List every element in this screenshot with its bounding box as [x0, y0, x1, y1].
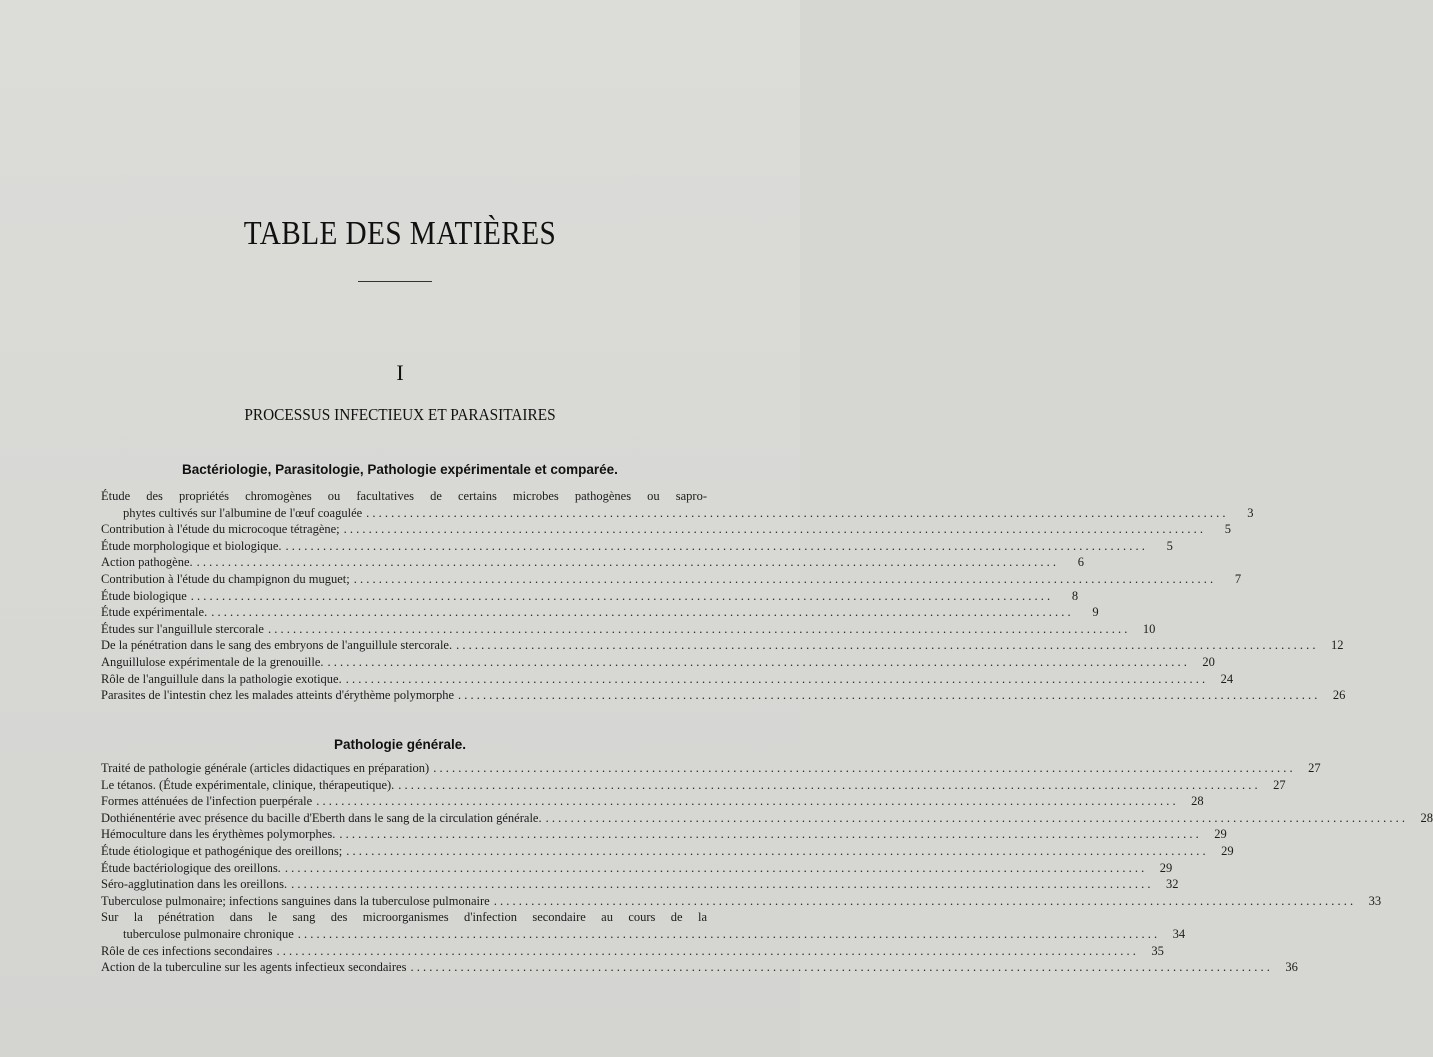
dot-leader	[328, 654, 1187, 671]
dot-leader	[458, 687, 1317, 704]
toc-entry-text: Hémoculture dans les érythèmes polymorphes.	[101, 827, 336, 842]
toc-entry-page: 5	[1224, 522, 1232, 537]
toc-entry-page: 29	[1221, 843, 1234, 858]
toc-entry-text-line2: phytes cultivés sur l'albumine de l'œuf coagulée	[123, 505, 363, 520]
toc-entry-text: Étude morphologique et biologique.	[101, 538, 282, 553]
toc-entry	[101, 654, 1215, 671]
toc-entry-page: 36	[1285, 960, 1298, 975]
dot-leader	[291, 876, 1150, 893]
toc-entry	[101, 893, 1382, 910]
dot-leader	[410, 959, 1269, 976]
toc-entry-text: Étude étiologique et pathogénique des oreillons;	[101, 843, 343, 858]
toc-entry-page: 27	[1273, 777, 1286, 792]
toc-entry	[101, 637, 1344, 654]
toc-entry-page: 7	[1234, 571, 1242, 586]
dot-leader	[366, 505, 1225, 522]
toc-entry-page: 33	[1368, 893, 1382, 908]
toc-entry-page: 32	[1165, 877, 1179, 892]
toc-entry	[101, 793, 1204, 810]
toc-entry-page: 3	[1247, 505, 1254, 520]
toc-entry-text: Tuberculose pulmonaire; infections sanguines dans la tuberculose pulmonaire	[101, 893, 490, 908]
toc-entry-page: 29	[1214, 827, 1227, 842]
toc-entry-text: Le tétanos. (Étude expérimentale, clinique, thérapeutique).	[101, 777, 395, 792]
toc-entry	[101, 777, 1286, 794]
toc-entry-text: Étude bactériologique des oreillons.	[101, 860, 281, 875]
toc-entry-page: 5	[1166, 538, 1173, 553]
toc-entry-text-line2: tuberculose pulmonaire chronique	[123, 926, 294, 941]
toc-entry	[101, 826, 1227, 843]
toc-entry-text: Formes atténuées de l'infection puerpérale	[101, 794, 313, 809]
toc-entry-page: 28	[1420, 810, 1433, 825]
section-heading-bacteriologie: Bactériologie, Parasitologie, Pathologie expérimentale et comparée.	[182, 462, 618, 477]
toc-entry-continuation	[101, 505, 1254, 522]
dot-leader	[268, 621, 1127, 638]
toc-entry-text-line1: Sur la pénétration dans le sang des microorganismes d'infection secondaire au cours de la	[101, 910, 707, 925]
dot-leader	[339, 826, 1198, 843]
toc-entry-text: Étude biologique	[101, 588, 187, 603]
toc-entry	[101, 671, 1234, 688]
toc-entry-page: 8	[1071, 588, 1079, 603]
toc-entry-page: 34	[1172, 926, 1186, 941]
toc-entry-page: 28	[1191, 794, 1204, 809]
dot-leader	[298, 926, 1157, 943]
dot-leader	[286, 538, 1145, 555]
page-title: TABLE DES MATIÈRES	[243, 215, 557, 252]
toc-entry	[101, 959, 1298, 976]
dot-leader	[211, 604, 1070, 621]
dot-leader	[197, 554, 1056, 571]
toc-entry-text: Action de la tuberculine sur les agents infectieux secondaires	[101, 960, 407, 975]
dot-leader	[346, 671, 1205, 688]
toc-entry-page: 27	[1308, 761, 1321, 775]
toc-entry-text: Étude expérimentale.	[101, 605, 208, 620]
toc-entry-text: Anguillulose expérimentale de la grenouille.	[101, 654, 324, 669]
toc-entry	[101, 588, 1079, 605]
toc-entry-page: 29	[1159, 860, 1173, 875]
toc-entry-page: 10	[1142, 621, 1156, 636]
dot-leader	[191, 588, 1050, 605]
dot-leader	[276, 943, 1135, 960]
toc-entry-text-line1: Étude des propriétés chromogènes ou facultatives de certains microbes pathogènes ou sapro-	[101, 489, 707, 503]
toc-entry-page: 6	[1077, 555, 1085, 570]
toc-entry-text: Contribution à l'étude du microcoque tétragène;	[101, 522, 340, 537]
toc-entry-text: De la pénétration dans le sang des embryons de l'anguillule stercorale.	[101, 638, 453, 653]
toc-entry	[101, 760, 1321, 777]
dot-leader	[398, 777, 1257, 794]
toc-entry-text: Parasites de l'intestin chez les malades atteints d'érythème polymorphe	[101, 688, 455, 703]
toc-section-bacteriologie	[101, 488, 1346, 704]
toc-entry	[101, 687, 1346, 704]
toc-entry	[101, 860, 1173, 877]
part-numeral: I	[396, 360, 404, 385]
toc-entry	[101, 604, 1099, 621]
toc-entry	[101, 554, 1085, 571]
toc-entry-page: 20	[1202, 654, 1215, 669]
toc-entry-text: Action pathogène.	[101, 555, 193, 570]
dot-leader	[494, 893, 1353, 910]
dot-leader	[456, 637, 1315, 654]
dot-leader	[344, 521, 1203, 538]
part-title: PROCESSUS INFECTIEUX ET PARASITAIRES	[244, 405, 556, 424]
toc-entry	[101, 876, 1179, 893]
toc-entry	[101, 943, 1164, 960]
toc-entry-text: Études sur l'anguillule stercorale	[101, 621, 264, 636]
toc-entry-page: 12	[1330, 638, 1344, 653]
title-rule	[358, 281, 432, 282]
toc-entry-text: Contribution à l'étude du champignon du muguet;	[101, 571, 350, 586]
dot-leader	[316, 793, 1175, 810]
toc-entry	[101, 538, 1173, 555]
toc-entry-text: Rôle de ces infections secondaires	[101, 943, 273, 958]
toc-entry	[101, 810, 1433, 827]
toc-entry-text: Séro-agglutination dans les oreillons.	[101, 877, 288, 892]
toc-entry	[101, 488, 1254, 521]
toc-entry	[101, 843, 1234, 860]
toc-entry-text: Dothiénentérie avec présence du bacille d'Eberth dans le sang de la circulation générale.	[101, 810, 542, 825]
dot-leader	[433, 760, 1292, 777]
toc-entry-page: 26	[1332, 688, 1346, 703]
toc-entry-text: Rôle de l'anguillule dans la pathologie exotique.	[101, 671, 342, 686]
toc-entry	[101, 571, 1242, 588]
dot-leader	[546, 810, 1405, 827]
toc-entry-page: 9	[1092, 605, 1099, 620]
toc-entry-continuation	[101, 926, 1186, 943]
toc-section-pathologie	[101, 760, 1433, 976]
toc-entry-text: Traité de pathologie générale (articles didactiques en préparation)	[101, 761, 430, 775]
section-heading-pathologie: Pathologie générale.	[333, 737, 467, 752]
toc-entry	[101, 621, 1156, 638]
toc-entry	[101, 521, 1232, 538]
toc-entry-page: 24	[1220, 671, 1234, 686]
toc-entry	[101, 909, 1186, 942]
dot-leader	[346, 843, 1205, 860]
toc-entry-page: 35	[1151, 943, 1164, 958]
dot-leader	[285, 860, 1144, 877]
dot-leader	[354, 571, 1213, 588]
